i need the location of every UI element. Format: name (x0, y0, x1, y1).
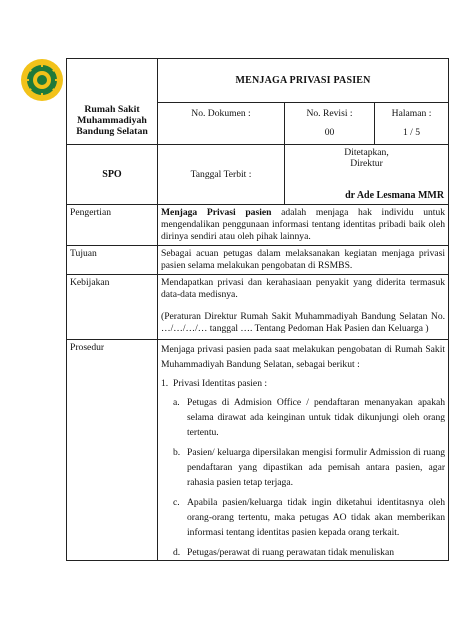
pengertian-label: Pengertian (67, 205, 158, 246)
no-dokumen-cell (158, 103, 285, 145)
prosedur-intro: Menjaga privasi pasien pada saat melakukan pengobatan di Rumah Sakit Muhammadiyah Bandung Selatan, sebagai berikut : (161, 344, 446, 370)
no-dokumen-label: No. Dokumen : (191, 108, 251, 119)
hospital-line-1: Rumah Sakit (84, 104, 140, 115)
list-item (173, 495, 445, 540)
kebijakan-paragraph-2: (Peraturan Direktur Rumah Sakit Muhammadiyah Bandung Selatan No. …/…/…/… tanggal …. Tentang Pedoman Hak Pasien dan Keluarga ) (161, 311, 446, 334)
ditetapkan-label: Ditetapkan, (344, 147, 389, 158)
sub-list (161, 395, 445, 560)
list-marker: a. (173, 397, 180, 408)
document-title: MENJAGA PRIVASI PASIEN (158, 59, 449, 103)
halaman-cell (375, 103, 449, 145)
item-title: Privasi Identitas pasien : (173, 378, 268, 389)
list-item (173, 395, 445, 440)
no-revisi-label: No. Revisi : (306, 108, 353, 119)
item-number: 1. (161, 378, 169, 389)
spo-label: SPO (67, 145, 158, 205)
hospital-logo (20, 58, 64, 102)
approval-cell (285, 145, 449, 205)
direktur-label: Direktur (350, 158, 383, 169)
list-marker: c. (173, 497, 180, 508)
list-marker: b. (173, 447, 181, 458)
pengertian-term: Menjaga Privasi pasien (161, 207, 272, 218)
spo-table (66, 58, 449, 561)
kebijakan-paragraph-1: Mendapatkan privasi dan kerahasiaan penyakit yang diderita termasuk data-data medisnya. (161, 277, 446, 300)
hospital-line-2: Muhammadiyah (77, 115, 147, 126)
pengertian-text (158, 205, 449, 246)
kebijakan-label: Kebijakan (67, 275, 158, 340)
halaman-value: 1 / 5 (402, 127, 421, 138)
list-text: Petugas di Admision Office / pendaftaran menanyakan apakah selama dirawat ada keinginan untuk tidak dikunjungi oleh orang tertentu. (187, 397, 446, 438)
tujuan-label: Tujuan (67, 246, 158, 275)
prosedur-item-1 (161, 376, 445, 391)
halaman-label: Halaman : (391, 108, 432, 119)
list-text: Pasien/ keluarga dipersilakan mengisi formulir Admission di ruang pendaftaran yang dipastikan ada pemisah antara pasien, agar rahasia pasien tetap terjaga. (187, 447, 446, 488)
prosedur-text (158, 340, 449, 561)
list-marker: d. (173, 547, 181, 558)
no-revisi-value: 00 (324, 127, 335, 138)
list-text: Petugas/perawat di ruang perawatan tidak menuliskan (187, 547, 394, 558)
pengertian-definition: adalah menjaga hak individu untuk mengendalikan penggunaan informasi tentang identitas pribadi baik oleh dirinya sendiri atau oleh pihak lainnya. (161, 207, 446, 242)
hospital-name (67, 59, 158, 145)
prosedur-label: Prosedur (67, 340, 158, 561)
tujuan-text: Sebagai acuan petugas dalam melaksanakan kegiatan menjaga privasi pasien selama melakukan pengobatan di RSMBS. (158, 246, 449, 275)
list-item (173, 445, 445, 490)
kebijakan-text (158, 275, 449, 340)
list-item (173, 545, 445, 560)
list-text: Apabila pasien/keluarga tidak ingin diketahui identitasnya oleh orang-orang tertentu, maka petugas AO tidak akan memberikan informasi tentang identitas pasien kepada orang terkait. (187, 497, 446, 538)
hospital-line-3: Bandung Selatan (76, 126, 148, 137)
no-revisi-cell (285, 103, 375, 145)
signatory-name: dr Ade Lesmana MMR (345, 190, 445, 201)
tanggal-terbit: Tanggal Terbit : (158, 145, 285, 205)
